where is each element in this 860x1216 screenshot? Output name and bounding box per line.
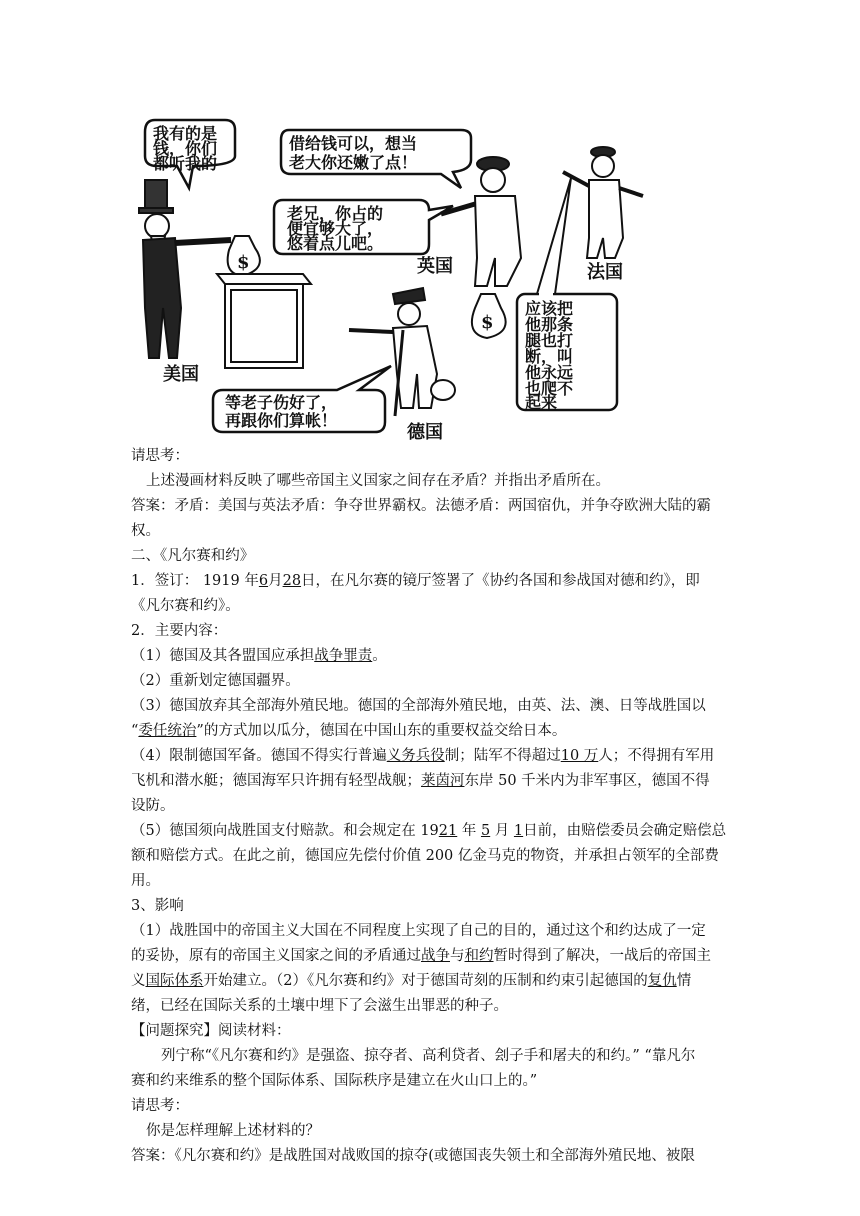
- content-item-3-line-1: （3）德国放弃其全部海外殖民地。德国的全部海外殖民地，由英、法、澳、日等战胜国以: [131, 698, 706, 714]
- answer-2-line-1: 答案：《凡尔赛和约》是战胜国对战败国的掠夺(或德国丧失领土和全部海外殖民地、被限: [131, 1148, 695, 1164]
- usa-bubble-line-2: 钱，你们: [153, 139, 218, 158]
- germany-bubble-line-2: 再跟你们算帐！: [225, 411, 338, 430]
- content-item-5-line-1: （5）德国须向战胜国支付赔款。和会规定在 1921 年 5 月 1日前，由赔偿委员会确定赔偿总: [131, 823, 727, 839]
- france-bubble-line-3: 腿也打: [525, 331, 574, 350]
- usa-bubble-line-3: 都听我的: [153, 154, 218, 173]
- think-prompt-2: 请思考：: [131, 1098, 189, 1114]
- impact-line-3: 义国际体系开始建立。（2）《凡尔赛和约》对于德国苛刻的压制和约束引起德国的复仇情: [131, 973, 692, 989]
- britain-mid-line-2: 便宜够大了，: [287, 219, 384, 238]
- inquiry-heading: 【问题探究】阅读材料：: [131, 1023, 291, 1039]
- impact-heading: 3、影响: [131, 898, 184, 914]
- body-text: [131, 444, 731, 1169]
- france-bubble-line-4: 断，叫: [525, 347, 574, 366]
- impact-line-2: 的妥协，原有的帝国主义国家之间的矛盾通过战争与和约暂时得到了解决，一战后的帝国主: [131, 948, 711, 964]
- answer-1-line-1: 答案：矛盾：美国与英法矛盾：争夺世界霸权。法德矛盾：两国宿仇，并争夺欧洲大陆的霸: [131, 498, 711, 514]
- quote-line-1: 列宁称“《凡尔赛和约》是强盗、掠夺者、高利贷者、刽子手和屠夫的和约。” “靠凡尔: [161, 1048, 696, 1064]
- usa-bubble-line-1: 我有的是: [153, 124, 218, 143]
- label-britain: 英国: [417, 256, 453, 277]
- label-usa: 美国: [163, 364, 199, 385]
- signing-line-2: 《凡尔赛和约》。: [131, 598, 240, 614]
- content-item-4-line-3: 设防。: [131, 798, 175, 814]
- france-bubble-line-6: 也爬不: [525, 379, 574, 398]
- germany-money-bag: [472, 294, 506, 338]
- impact-line-1: （1）战胜国中的帝国主义大国在不同程度上实现了自己的目的，通过这个和约达成了一定: [131, 923, 706, 939]
- france-figure: [563, 147, 643, 258]
- cartoon-drawing: [131, 108, 652, 440]
- content-item-3-line-2: “委任统治”的方式加以瓜分，德国在中国山东的重要权益交给日本。: [131, 723, 567, 739]
- france-bubble-line-7: 起来: [525, 393, 558, 412]
- britain-mid-line-1: 老兄，你占的: [287, 204, 384, 223]
- content-item-4-line-2: 飞机和潜水艇；德国海军只许拥有轻型战舰；莱茵河东岸 50 千米内为非军事区，德国不得: [131, 773, 710, 789]
- section-heading-versailles: 二、《凡尔赛和约》: [131, 548, 255, 564]
- usa-figure: [139, 180, 231, 358]
- signing-line-1: 1．签订： 1919 年6月28日，在凡尔赛的镜厅签署了《协约各国和参战国对德和约》，即: [131, 573, 700, 589]
- content-item-2: （2）重新划定德国疆界。: [131, 673, 300, 689]
- content-item-1: （1）德国及其各盟国应承担战争罪责。: [131, 648, 387, 664]
- answer-1-line-2: 权。: [131, 523, 160, 539]
- table: [217, 274, 311, 368]
- question-1: 上述漫画材料反映了哪些帝国主义国家之间存在矛盾？并指出矛盾所在。: [146, 473, 610, 489]
- britain-mid-line-3: 悠着点儿吧。: [287, 234, 384, 253]
- content-item-4-line-1: （4）限制德国军备。德国不得实行普遍义务兵役制；陆军不得超过10 万人；不得拥有军用: [131, 748, 715, 764]
- svg-text:$: $: [237, 252, 250, 273]
- france-bubble-line-2: 他那条: [525, 315, 574, 334]
- main-content-heading: 2．主要内容：: [131, 623, 228, 639]
- germany-bubble-line-1: 等老子伤好了，: [225, 393, 338, 412]
- question-2: 你是怎样理解上述材料的？: [146, 1123, 320, 1139]
- label-france: 法国: [587, 262, 623, 283]
- usa-money-bag: [228, 236, 260, 276]
- content-item-5-line-2: 额和赔偿方式。在此之前，德国应先偿付价值 200 亿金马克的物资，并承担占领军的全部费: [131, 848, 719, 864]
- impact-line-4: 绪，已经在国际关系的土壤中埋下了会滋生出罪恶的种子。: [131, 998, 508, 1014]
- svg-text:$: $: [481, 312, 494, 333]
- think-prompt-1: 请思考：: [131, 448, 189, 464]
- content-item-5-line-3: 用。: [131, 873, 160, 889]
- quote-line-2: 赛和约来维系的整个国际体系、国际秩序是建立在火山口上的。”: [131, 1073, 538, 1089]
- france-bubble-line-5: 他永远: [525, 363, 574, 382]
- label-germany: 德国: [407, 422, 443, 440]
- britain-top-line-2: 老大你还嫩了点！: [289, 153, 418, 172]
- france-bubble-line-1: 应该把: [525, 299, 574, 318]
- britain-top-line-1: 借给钱可以，想当: [289, 134, 418, 153]
- political-cartoon: [131, 108, 652, 440]
